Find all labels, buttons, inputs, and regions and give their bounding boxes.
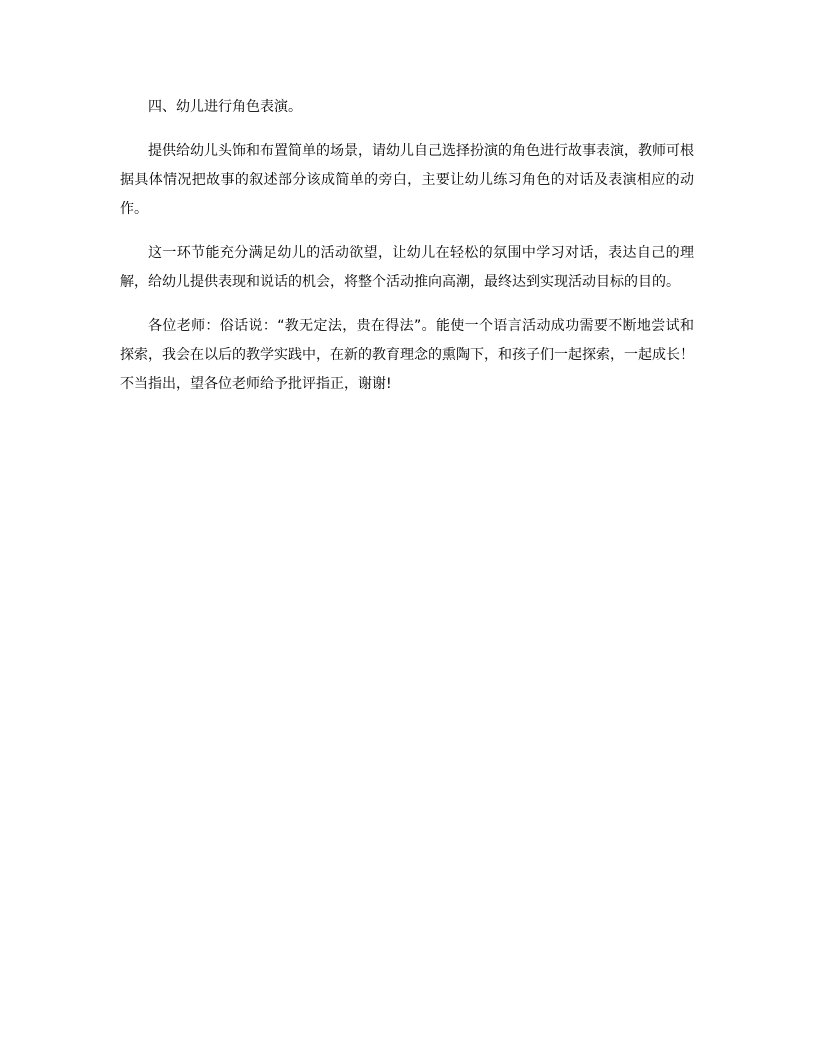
section-heading: 四、幼儿进行角色表演。 [148,99,302,115]
paragraph-closing-remarks: 各位老师：俗话说：“教无定法，贵在得法”。能使一个语言活动成功需要不断地尝试和探索，我会在以后的教学实践中，在新的教育理念的熏陶下，和孩子们一起探索，一起成长！不当指出，望各位老师给予批评指正，谢谢! [120,318,694,392]
paragraph-activity-climax: 这一环节能充分满足幼儿的活动欲望，让幼儿在轻松的氛围中学习对话，表达自己的理解，给幼儿提供表现和说话的机会，将整个活动推向高潮，最终达到实现活动目标的目的。 [120,245,694,290]
document-body [120,93,694,414]
paragraph-role-play: 提供给幼儿头饰和布置简单的场景，请幼儿自己选择扮演的角色进行故事表演，教师可根据具体情况把故事的叙述部分该成简单的旁白，主要让幼儿练习角色的对话及表演相应的动作。 [120,143,694,217]
